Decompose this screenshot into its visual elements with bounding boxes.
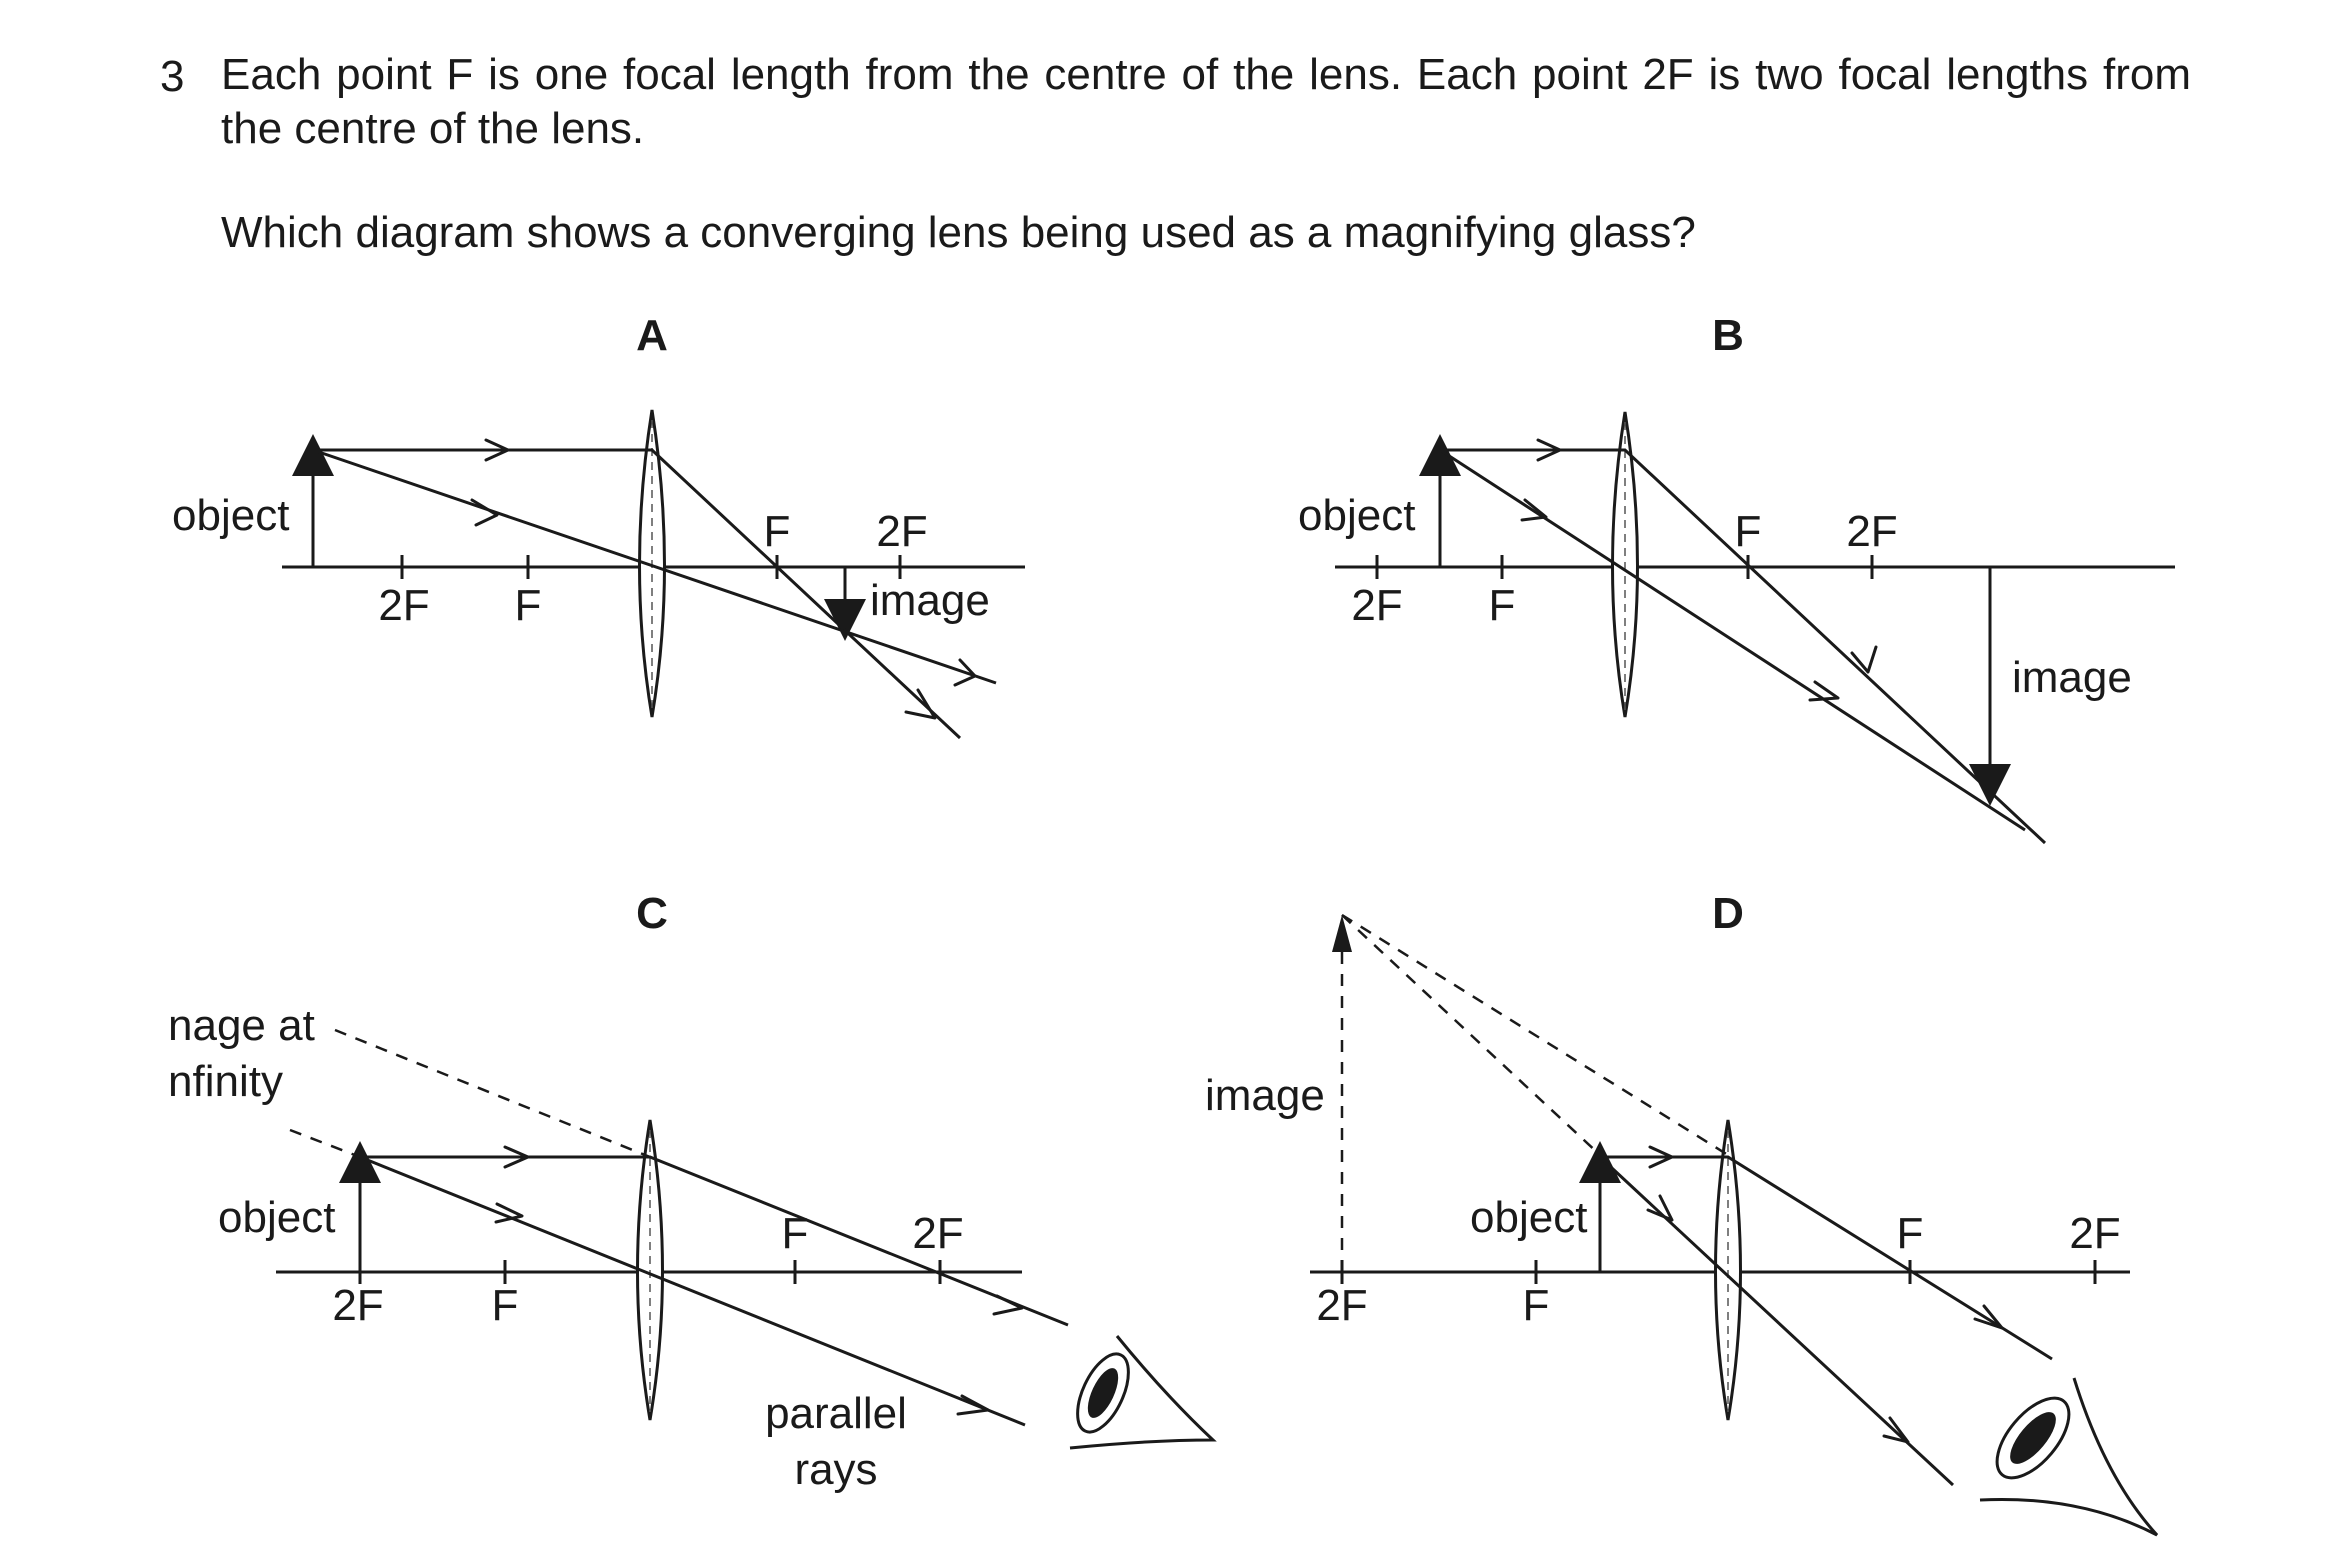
ray-centre	[1600, 1157, 1953, 1485]
option-d-label: D	[1712, 889, 1744, 938]
label-2f-right: 2F	[1846, 507, 1898, 556]
ray-arrowhead	[1852, 647, 1876, 672]
ray-parallel	[1600, 1157, 2052, 1359]
label-f-right: F	[1734, 507, 1762, 556]
question-number: 3	[160, 52, 185, 101]
image-label: image	[870, 576, 990, 625]
label-f-left: F	[514, 581, 542, 630]
label-f-left: F	[1522, 1281, 1550, 1330]
ray-arrowhead	[1648, 1196, 1672, 1220]
object-label: object	[218, 1193, 336, 1242]
eye-icon	[1067, 1336, 1213, 1448]
label-2f-left: 2F	[1316, 1281, 1368, 1330]
image-label: image	[1205, 1071, 1325, 1120]
ray-arrowhead	[1975, 1306, 2002, 1328]
eye-icon	[1980, 1378, 2157, 1535]
option-b-label: B	[1712, 311, 1744, 360]
diagram-a[interactable]	[172, 311, 1025, 738]
parallel-label-line1: parallel	[765, 1389, 907, 1438]
label-2f-left: 2F	[1351, 581, 1403, 630]
parallel-label-line2: rays	[794, 1445, 878, 1494]
image-label-line1: nage at	[168, 1001, 315, 1050]
ray-arrowhead	[1810, 682, 1838, 700]
ray-arrowhead	[994, 1296, 1022, 1314]
virtual-ray	[290, 1130, 360, 1157]
object-label: object	[1298, 491, 1416, 540]
virtual-ray	[335, 1030, 650, 1157]
virtual-ray	[1342, 915, 1728, 1155]
diagram-c[interactable]	[168, 889, 1213, 1494]
diagram-d[interactable]	[1205, 889, 2157, 1535]
diagram-b[interactable]	[1298, 311, 2175, 843]
label-f-right: F	[1896, 1209, 1924, 1258]
label-f-right: F	[763, 507, 791, 556]
object-label: object	[1470, 1193, 1588, 1242]
image-label: image	[2012, 653, 2132, 702]
ray-centre	[1440, 450, 2025, 830]
question-text: Each point F is one focal length from the centre of the lens. Each point 2F is two focal lengths from the centre of the lens.	[221, 50, 2191, 153]
label-2f-right: 2F	[2069, 1209, 2121, 1258]
ray-centre	[360, 1157, 1025, 1425]
ray-arrowhead	[906, 690, 935, 718]
object-label: object	[172, 491, 290, 540]
label-2f-left: 2F	[332, 1281, 384, 1330]
label-f-right: F	[781, 1209, 809, 1258]
label-2f-left: 2F	[378, 581, 430, 630]
label-f-left: F	[491, 1281, 519, 1330]
question-prompt: Which diagram shows a converging lens being used as a magnifying glass?	[221, 208, 1696, 257]
image-label-line2: nfinity	[168, 1057, 283, 1106]
option-c-label: C	[636, 889, 668, 938]
ray-arrowhead	[472, 500, 497, 525]
label-2f-right: 2F	[876, 507, 928, 556]
option-a-label: A	[636, 311, 668, 360]
virtual-ray	[1342, 915, 1600, 1155]
label-f-left: F	[1488, 581, 1516, 630]
label-2f-right: 2F	[912, 1209, 964, 1258]
